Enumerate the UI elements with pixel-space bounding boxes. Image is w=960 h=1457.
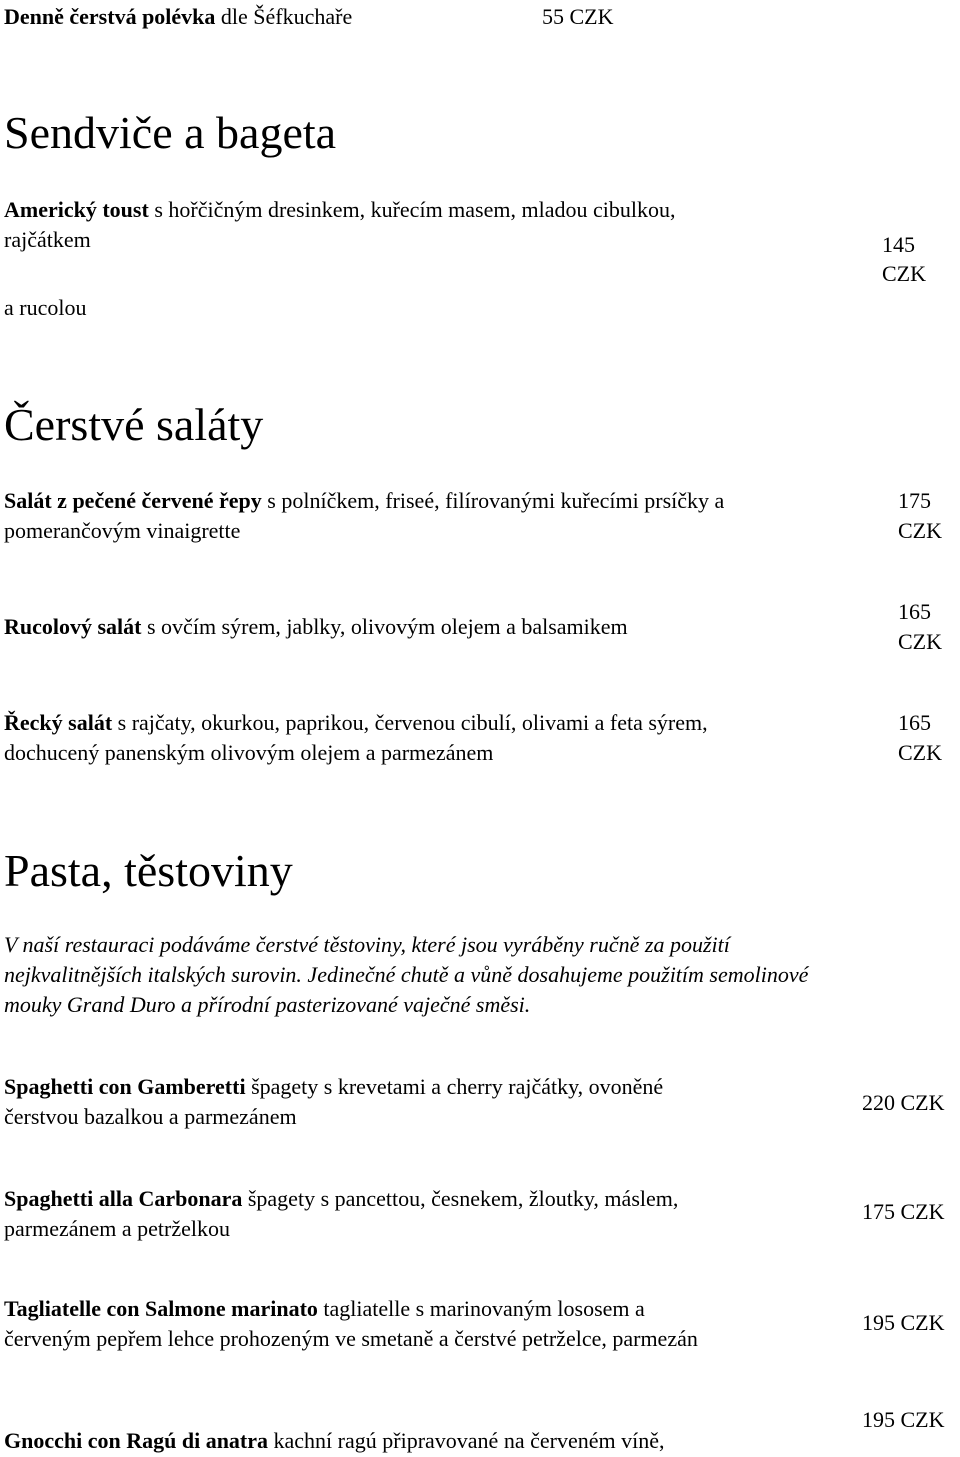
item-name: Gnocchi con Ragú di anatra — [4, 1428, 269, 1453]
item-price-currency: CZK — [898, 740, 942, 765]
item-desc: s ovčím sýrem, jablky, olivovým olejem a balsamikem — [147, 614, 628, 639]
item-name: Americký toust — [4, 197, 149, 222]
section-title-pasta: Pasta, těstoviny — [4, 845, 293, 896]
item-name: Rucolový salát — [4, 614, 142, 639]
menu-item-salat-repa — [4, 486, 724, 516]
item-price: 195 CZK — [862, 1407, 945, 1432]
menu-item-rucolovy-salat — [4, 612, 628, 642]
item-name: Spaghetti con Gamberetti — [4, 1074, 246, 1099]
item-price: 175 CZK — [862, 1199, 945, 1224]
section-title-salads: Čerstvé saláty — [4, 399, 264, 450]
item-desc-line2: čerstvou bazalkou a parmezánem — [4, 1104, 297, 1129]
item-price-number: 165 — [898, 710, 931, 735]
item-desc-line2: dochucený panenským olivovým olejem a parmezánem — [4, 740, 494, 765]
item-desc: s rajčaty, okurkou, paprikou, červenou cibulí, olivami a feta sýrem, — [117, 710, 708, 735]
menu-item-tagliatelle-salmone — [4, 1294, 645, 1324]
item-name: Salát z pečené červené řepy — [4, 488, 262, 513]
menu-item-americky-toust — [4, 195, 675, 225]
item-price-number: 165 — [898, 599, 931, 624]
item-desc-line2: rajčátkem — [4, 227, 91, 252]
item-desc: s hořčičným dresinkem, kuřecím masem, mladou cibulkou, — [154, 197, 676, 222]
item-desc-line2: parmezánem a petrželkou — [4, 1216, 230, 1241]
item-desc: špagety s krevetami a cherry rajčátky, ovoněné — [251, 1074, 664, 1099]
item-price-number: 175 — [898, 488, 931, 513]
item-desc: špagety s pancettou, česnekem, žloutky, máslem, — [247, 1186, 679, 1211]
pasta-intro-line2: nejkvalitnějších italských surovin. Jedinečné chutě a vůně dosahujeme použitím semolinové — [4, 962, 809, 987]
item-desc-line2: pomerančovým vinaigrette — [4, 518, 241, 543]
menu-item-spaghetti-gamberetti — [4, 1072, 663, 1102]
item-name: Řecký salát — [4, 710, 113, 735]
item-price-currency: CZK — [898, 629, 942, 654]
item-price-currency: CZK — [898, 518, 942, 543]
item-desc: kachní ragú připravované na červeném víně, — [273, 1428, 665, 1453]
pasta-intro-line1: V naší restauraci podáváme čerstvé těstoviny, které jsou vyráběny ručně za použití — [4, 932, 730, 957]
item-price-currency: CZK — [882, 261, 926, 286]
menu-item-recky-salat — [4, 708, 708, 738]
soup-line — [4, 2, 352, 32]
soup-desc: dle Šéfkuchaře — [220, 4, 353, 29]
menu-item-spaghetti-carbonara — [4, 1184, 678, 1214]
item-name: Tagliatelle con Salmone marinato — [4, 1296, 318, 1321]
item-price: 220 CZK — [862, 1090, 945, 1115]
item-name: Spaghetti alla Carbonara — [4, 1186, 243, 1211]
item-desc: tagliatelle s marinovaným lososem a — [323, 1296, 645, 1321]
item-price: 195 CZK — [862, 1310, 945, 1335]
soup-price: 55 CZK — [542, 4, 614, 29]
item-desc-line3: a rucolou — [4, 295, 87, 320]
item-desc-line2: červeným pepřem lehce prohozeným ve smetaně a čerstvé petrželce, parmezán — [4, 1326, 698, 1351]
section-title-sandwiches: Sendviče a bageta — [4, 107, 337, 158]
pasta-intro-line3: mouky Grand Duro a přírodní pasterizované vaječné směsi. — [4, 992, 531, 1017]
soup-name: Denně čerstvá polévka — [4, 4, 216, 29]
item-desc: s polníčkem, friseé, filírovanými kuřecími prsíčky a — [267, 488, 725, 513]
menu-item-gnocchi-ragu — [4, 1426, 664, 1456]
item-price-number: 145 — [882, 232, 915, 257]
